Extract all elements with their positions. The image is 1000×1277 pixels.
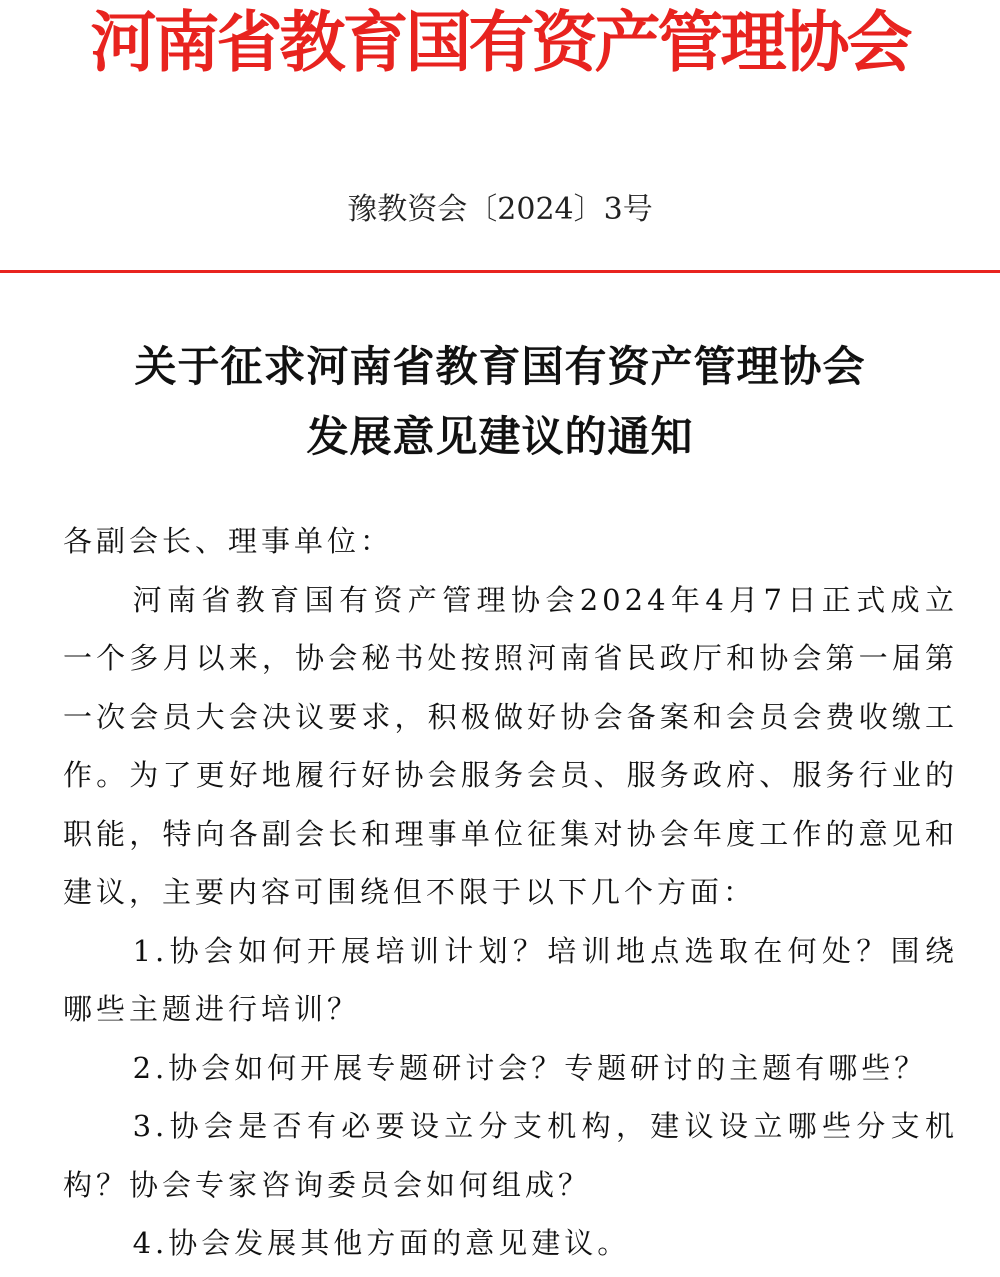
salutation: 各副会长、理事单位： — [63, 524, 394, 558]
list-item-2: 2.协会如何开展专题研讨会？专题研讨的主题有哪些？ — [132, 1050, 928, 1085]
header-red-divider — [0, 270, 1000, 273]
list-item-4: 4.协会发展其他方面的意见建议。 — [132, 1226, 631, 1260]
list-item-3: 3.协会是否有必要设立分支机构，建议设立哪些分支机构？协会专家咨询委员会如何组成？ — [63, 1109, 958, 1202]
document-title — [0, 332, 1000, 472]
document-header — [0, 0, 1000, 280]
document-number: 豫教资会〔2024〕3号 — [347, 192, 653, 227]
document-body — [63, 512, 958, 1273]
title-line-1: 关于征求河南省教育国有资产管理协会 — [134, 342, 866, 391]
intro-paragraph: 河南省教育国有资产管理协会2024年4月7日正式成立一个多月以来，协会秘书处按照河南省民政厅和协会第一届第一次会员大会决议要求，积极做好协会备案和会员会费收缴工作。为了更好地履行好协会服务会员、服务政府、服务行业的职能，特向各副会长和理事单位征集对协会年度工作的意见和建议，主要内容可围绕但不限于以下几个方面： — [63, 582, 958, 909]
list-item-1: 1.协会如何开展培训计划？培训地点选取在何处？围绕哪些主题进行培训？ — [63, 933, 958, 1026]
organization-name: 河南省教育国有资产管理协会 — [90, 3, 910, 81]
title-line-2: 发展意见建议的通知 — [306, 412, 694, 461]
